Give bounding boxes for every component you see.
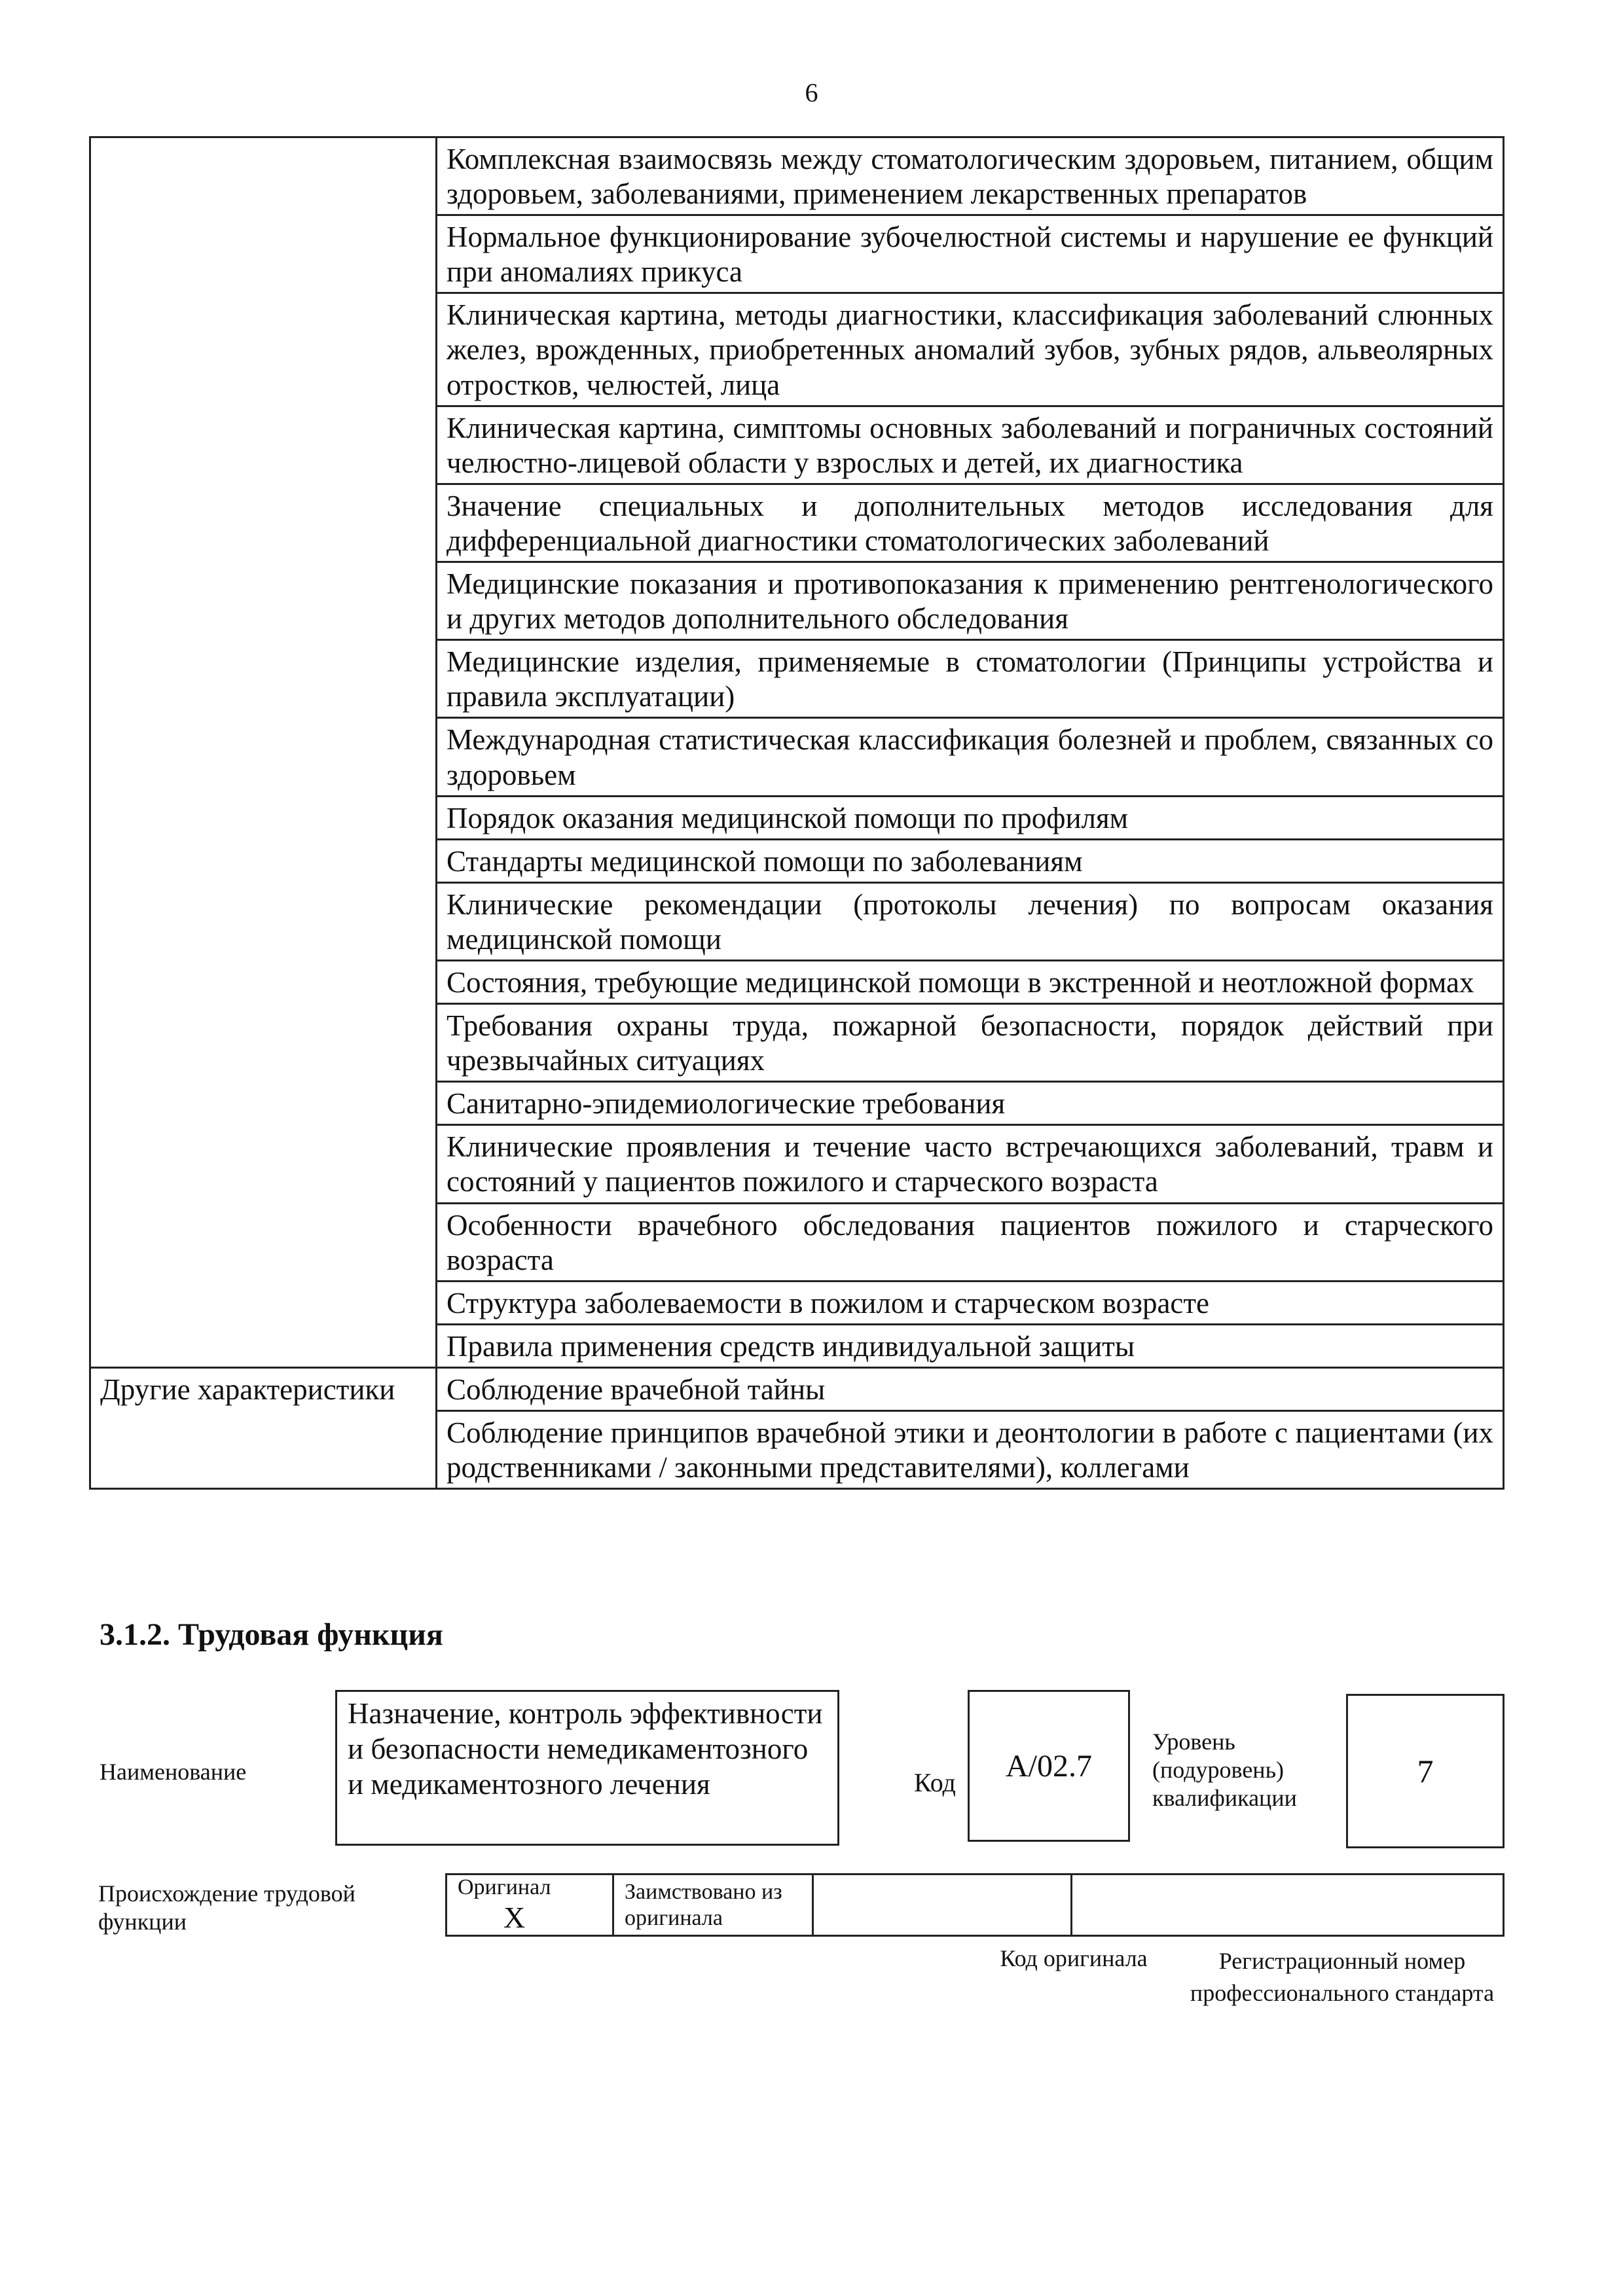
- knowledge-item: Санитарно-эпидемиологические требования: [437, 1082, 1504, 1125]
- knowledge-label-cell: [90, 137, 437, 1368]
- knowledge-item: Нормальное функционирование зубочелюстной системы и нарушение ее функций при аномалиях прикуса: [437, 215, 1504, 293]
- code-original-cell: [813, 1874, 1072, 1936]
- knowledge-item: Клинические проявления и течение часто встречающихся заболеваний, травм и состояний у пациентов пожилого и старческого возраста: [437, 1125, 1504, 1203]
- knowledge-table: [89, 136, 1504, 1490]
- level-value: 7: [1417, 1753, 1434, 1789]
- function-name-value: Назначение, контроль эффективности и безопасности немедикаментозного и медикаментозного лечения: [348, 1697, 823, 1801]
- knowledge-item: Правила применения средств индивидуальной защиты: [437, 1324, 1504, 1367]
- knowledge-item: Особенности врачебного обследования пациентов пожилого и старческого возраста: [437, 1203, 1504, 1281]
- knowledge-item: Стандарты медицинской помощи по заболеваниям: [437, 839, 1504, 882]
- section-heading: 3.1.2. Трудовая функция: [100, 1617, 443, 1652]
- level-box: [1346, 1694, 1504, 1848]
- function-name-label: Наименование: [100, 1759, 247, 1785]
- reg-number-cell: [1072, 1874, 1504, 1936]
- knowledge-item: Требования охраны труда, пожарной безопасности, порядок действий при чрезвычайных ситуациях: [437, 1004, 1504, 1082]
- level-label: Уровень (подуровень) квалификации: [1152, 1729, 1297, 1812]
- knowledge-item: Клиническая картина, симптомы основных заболеваний и пограничных состояний челюстно-лицевой области у взрослых и детей, их диагностика: [437, 406, 1504, 484]
- borrowed-label: Заимствовано из оригинала: [625, 1880, 782, 1930]
- other-characteristics-label: Другие характеристики: [90, 1367, 437, 1488]
- knowledge-item: Международная статистическая классификация болезней и проблем, связанных со здоровьем: [437, 718, 1504, 796]
- origin-label: Происхождение трудовой функции: [98, 1880, 356, 1935]
- knowledge-item: Значение специальных и дополнительных методов исследования для дифференциальной диагностики стоматологических заболеваний: [437, 484, 1504, 562]
- original-label: Оригинал: [458, 1875, 551, 1899]
- origin-table: [445, 1873, 1504, 1937]
- knowledge-item: Комплексная взаимосвязь между стоматологическим здоровьем, питанием, общим здоровьем, заболеваниями, применением лекарственных препаратов: [437, 137, 1504, 215]
- other-row: [90, 1367, 1504, 1410]
- code-value: А/02.7: [1006, 1748, 1092, 1784]
- knowledge-item: Порядок оказания медицинской помощи по профилям: [437, 796, 1504, 839]
- original-mark: Х: [503, 1901, 526, 1934]
- knowledge-item: Состояния, требующие медицинской помощи в экстренной и неотложной формах: [437, 960, 1504, 1003]
- other-item: Соблюдение врачебной тайны: [437, 1367, 1504, 1410]
- function-name-box: [335, 1690, 839, 1846]
- code-box: [968, 1690, 1130, 1842]
- original-cell: [447, 1874, 613, 1936]
- page-number: 6: [805, 78, 818, 107]
- knowledge-item: Структура заболеваемости в пожилом и старческом возрасте: [437, 1281, 1504, 1324]
- knowledge-item: Медицинские изделия, применяемые в стоматологии (Принципы устройства и правила эксплуатации): [437, 640, 1504, 718]
- knowledge-item: Клинические рекомендации (протоколы лечения) по вопросам оказания медицинской помощи: [437, 882, 1504, 960]
- knowledge-item: Клиническая картина, методы диагностики, классификация заболеваний слюнных желез, врожденных, приобретенных аномалий зубов, зубных рядов, альвеолярных отростков, челюстей, лица: [437, 293, 1504, 406]
- knowledge-item: Медицинские показания и противопоказания к применению рентгенологического и других методов дополнительного обследования: [437, 562, 1504, 640]
- borrowed-cell: [613, 1874, 813, 1936]
- other-item: Соблюдение принципов врачебной этики и деонтологии в работе с пациентами (их родственниками / законными представителями), коллегами: [437, 1411, 1504, 1489]
- code-original-caption: Код оригинала: [1000, 1945, 1148, 1971]
- knowledge-row: [90, 137, 1504, 215]
- code-label: Код: [914, 1768, 956, 1797]
- reg-number-caption: Регистрационный номер профессионального стандарта: [1190, 1948, 1495, 2006]
